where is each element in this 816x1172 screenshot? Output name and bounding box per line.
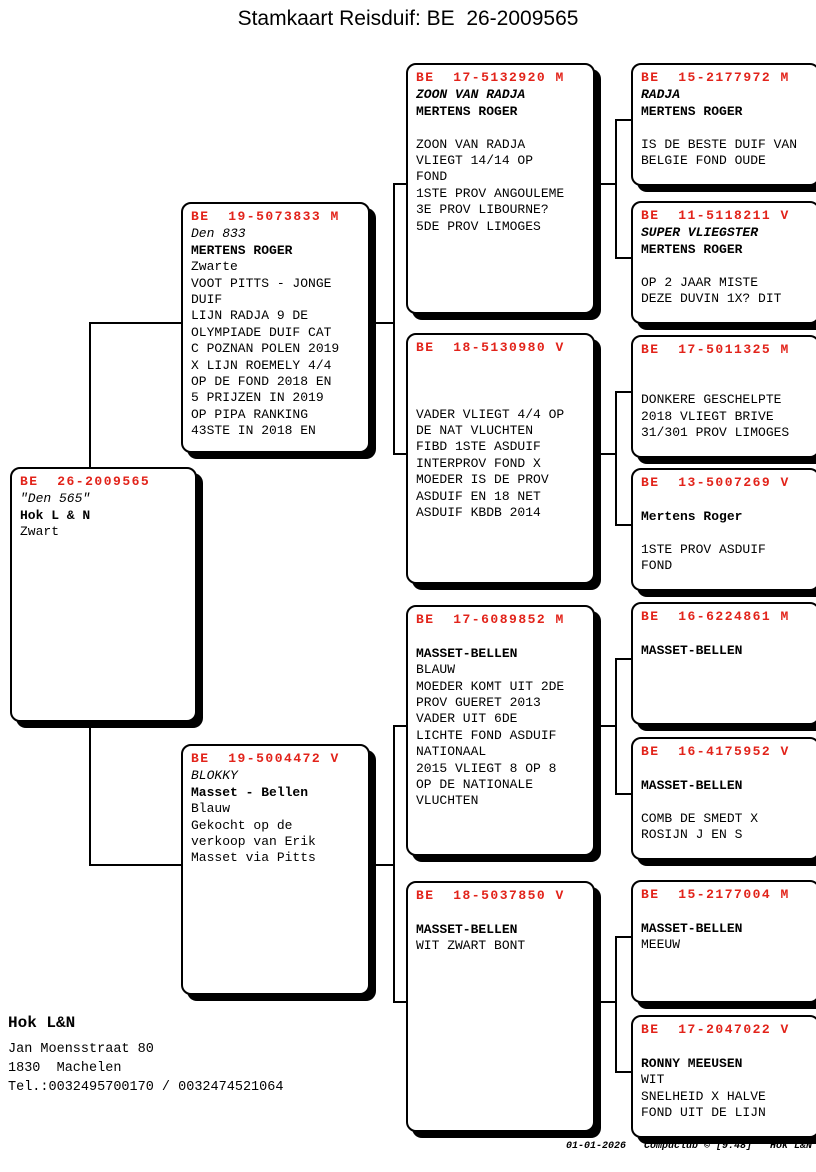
pigeon-info-line: Masset - Bellen [191,784,309,800]
owner-telephone: Tel.:0032495700170 / 0032474521064 [8,1080,284,1095]
ring-number: BE 18-5130980 V [416,340,565,355]
ring-number: BE 26-2009565 [20,474,151,489]
pigeon-info-line: ROSIJN J EN S [641,827,743,843]
pigeon-info-line: MASSET-BELLEN [641,642,743,658]
pigeon-info-line: MERTENS ROGER [416,103,518,119]
pigeon-box-great-grandparent-8 [631,1015,816,1138]
blank-line [641,1039,815,1055]
ring-number: BE 17-2047022 V [641,1022,790,1037]
pigeon-info-line: 5 PRIJZEN IN 2019 [191,390,324,406]
ring-number: BE 15-2177972 M [641,70,790,85]
ring-number: BE 15-2177004 M [641,887,790,902]
pigeon-info-line: Den 833 [191,226,246,242]
ring-number: BE 17-6089852 M [416,612,565,627]
blank-line [416,905,590,921]
pigeon-info-line: SUPER VLIEGSTER [641,225,759,241]
blank-line [641,359,815,375]
blank-line [416,629,590,645]
pigeon-info-line: MOEDER KOMT UIT 2DE [416,678,565,694]
pigeon-box-father [181,202,370,453]
pigeon-info-line: WIT [641,1072,665,1088]
blank-line [641,120,815,136]
ring-number: BE 13-5007269 V [641,475,790,490]
blank-line [641,376,815,392]
pigeon-info-line: PROV GUERET 2013 [416,695,541,711]
ring-number: BE 17-5132920 M [416,70,565,85]
blank-line [641,794,815,810]
pigeon-box-great-grandparent-3 [631,335,816,458]
connector-line [615,1071,631,1073]
blank-line [416,120,590,136]
pigeon-box-great-grandparent-7 [631,880,816,1003]
pigeon-box-grandfather-maternal [406,605,595,856]
connector-line [393,183,406,185]
connector-line [615,793,631,795]
blank-line [641,626,815,642]
blank-line [641,258,815,274]
pigeon-info-line: FIBD 1STE ASDUIF [416,439,541,455]
pigeon-info-line: SNELHEID X HALVE [641,1088,766,1104]
connector-line [615,658,631,660]
pigeon-info-line: MASSET-BELLEN [416,645,518,661]
connector-line [615,391,631,393]
pigeon-info-line: C POZNAN POLEN 2019 [191,341,340,357]
pigeon-box-great-grandparent-1 [631,63,816,186]
pigeon-info-line: 1STE PROV ANGOULEME [416,185,565,201]
pigeon-box-great-grandparent-4 [631,468,816,591]
pigeon-info-line: 31/301 PROV LIMOGES [641,425,790,441]
pigeon-info-line: VLUCHTEN [416,793,479,809]
connector-line [615,936,631,938]
ring-number: BE 16-6224861 M [641,609,790,624]
pigeon-info-line: COMB DE SMEDT X [641,810,759,826]
pigeon-info-line: OLYMPIADE DUIF CAT [191,324,332,340]
owner-name: Hok L&N [8,1014,76,1032]
connector-line [89,864,181,866]
pigeon-box-great-grandparent-5 [631,602,816,725]
pigeon-info-line: X LIJN ROEMELY 4/4 [191,357,332,373]
pigeon-info-line: MASSET-BELLEN [641,920,743,936]
pigeon-info-line: Mertens Roger [641,508,743,524]
pigeon-info-line: verkoop van Erik [191,834,316,850]
pigeon-info-line: FOND UIT DE LIJN [641,1105,766,1121]
pigeon-info-line: OP DE NATIONALE [416,777,534,793]
ring-number: BE 17-5011325 M [641,342,790,357]
blank-line [641,904,815,920]
connector-line [615,936,617,1073]
pigeon-info-line: MERTENS ROGER [641,103,743,119]
pigeon-info-line: Gekocht op de [191,817,293,833]
pigeon-info-line: INTERPROV FOND X [416,455,541,471]
pigeon-info-line: RONNY MEEUSEN [641,1055,743,1071]
pigeon-info-line: DUIF [191,292,223,308]
pigeon-info-line: MASSET-BELLEN [416,921,518,937]
connector-line [393,183,395,455]
footer-credit: 01-01-2026 Compuclub © [9.48] Hok L&N [565,1141,812,1152]
ring-number: BE 18-5037850 V [416,888,565,903]
connector-line [615,119,617,259]
pigeon-info-line: DONKERE GESCHELPTE [641,392,782,408]
connector-line [89,322,181,324]
pigeon-box-great-grandparent-6 [631,737,816,860]
blank-line [416,357,590,373]
connector-line [615,257,631,259]
pigeon-info-line: VLIEGT 14/14 OP [416,153,534,169]
blank-line [416,374,590,390]
pigeon-info-line: ASDUIF EN 18 NET [416,488,541,504]
pigeon-info-line: LIJN RADJA 9 DE [191,308,309,324]
pigeon-info-line: Zwart [20,524,60,540]
pigeon-info-line: 2015 VLIEGT 8 OP 8 [416,760,557,776]
pigeon-box-great-grandparent-2 [631,201,816,324]
pigeon-info-line: ZOON VAN RADJA [416,87,526,103]
connector-line [615,119,631,121]
pigeon-info-line: OP 2 JAAR MISTE [641,274,759,290]
ring-number: BE 19-5073833 M [191,209,340,224]
pigeon-info-line: VADER VLIEGT 4/4 OP [416,406,565,422]
pigeon-info-line: IS DE BESTE DUIF VAN [641,136,798,152]
pigeon-info-line: 43STE IN 2018 EN [191,423,316,439]
ring-number: BE 16-4175952 V [641,744,790,759]
pigeon-box-mother [181,744,370,995]
pigeon-box-grandmother-paternal [406,333,595,584]
pigeon-info-line: MERTENS ROGER [191,242,293,258]
pigeon-info-line: BELGIE FOND OUDE [641,153,766,169]
pigeon-info-line: DE NAT VLUCHTEN [416,423,534,439]
pigeon-info-line: Zwarte [191,259,238,275]
blank-line [641,492,815,508]
connector-line [393,725,406,727]
pigeon-info-line: NATIONAAL [416,744,487,760]
pigeon-info-line: MOEDER IS DE PROV [416,472,549,488]
connector-line [393,1001,406,1003]
pigeon-info-line: OP DE FOND 2018 EN [191,374,332,390]
pigeon-info-line: DEZE DUVIN 1X? DIT [641,291,782,307]
owner-city: 1830 Machelen [8,1061,122,1076]
pigeon-box-subject [10,467,197,722]
pigeon-info-line: VOOT PITTS - JONGE [191,275,332,291]
pigeon-info-line: FOND [641,558,673,574]
pigeon-info-line: OP PIPA RANKING [191,406,309,422]
pigeon-box-grandmother-maternal [406,881,595,1132]
pigeon-info-line: BLAUW [416,662,456,678]
connector-line [615,391,617,526]
pigeon-info-line: 1STE PROV ASDUIF [641,541,766,557]
page-title: Stamkaart Reisduif: BE 26-2009565 [237,7,579,30]
connector-line [393,453,406,455]
pigeon-info-line: Blauw [191,801,231,817]
connector-line [393,725,395,1003]
pigeon-info-line: MERTENS ROGER [641,241,743,257]
pigeon-info-line: FOND [416,169,448,185]
blank-line [641,761,815,777]
pigeon-info-line: Masset via Pitts [191,850,316,866]
pigeon-info-line: "Den 565" [20,491,91,507]
pigeon-info-line: Hok L & N [20,507,91,523]
ring-number: BE 19-5004472 V [191,751,340,766]
pigeon-box-grandfather-paternal [406,63,595,314]
pigeon-info-line: 2018 VLIEGT BRIVE [641,408,774,424]
pigeon-info-line: 5DE PROV LIMOGES [416,218,541,234]
pigeon-info-line: LICHTE FOND ASDUIF [416,727,557,743]
blank-line [641,525,815,541]
pigeon-info-line: ASDUIF KBDB 2014 [416,505,541,521]
owner-info-block [8,1014,283,1097]
ring-number: BE 11-5118211 V [641,208,790,223]
pigeon-info-line: WIT ZWART BONT [416,938,526,954]
connector-line [615,524,631,526]
pigeon-info-line: RADJA [641,87,681,103]
owner-street: Jan Moensstraat 80 [8,1042,154,1057]
pigeon-info-line: BLOKKY [191,768,238,784]
pigeon-info-line: 3E PROV LIBOURNE? [416,202,549,218]
pigeon-info-line: MEEUW [641,937,681,953]
pigeon-info-line: MASSET-BELLEN [641,777,743,793]
pigeon-info-line: ZOON VAN RADJA [416,136,526,152]
blank-line [416,390,590,406]
connector-line [615,658,617,795]
pigeon-info-line: VADER UIT 6DE [416,711,518,727]
